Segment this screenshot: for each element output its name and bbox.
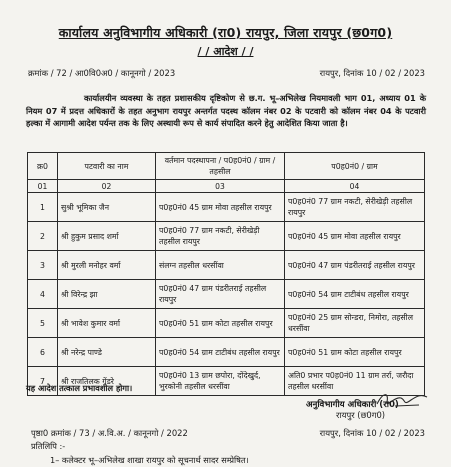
copy-label: प्रतिलिपि :-	[31, 441, 66, 451]
effective-immediately-note: यह आदेश तत्काल प्रभावशील होगा।	[26, 383, 133, 393]
order-paragraph-text: कार्यालयीन व्यवस्था के तहत प्रशासकीय दृष्टिकोण से छ.ग. भू–अभिलेख नियमावली भाग 01, अध्याय 01 के नियम 07 में प्रदत्त अधिकारों के तहत अनुभाग रायपुर अन्तर्गत पदस्थ कॉलम नंबर 02 के पटवारी को कॉलम नंबर 04 के पटवारी हल्का में आगामी आदेश पर्यन्त तक के लिए अस्थायी रूप से कार्य संपादित करने हेतु आदेशित किया जाता है।	[26, 93, 426, 129]
row-name: श्री नरेन्द्र पाण्डे	[58, 338, 156, 367]
row-assigned: प0ह0नं0 54 ग्राम टाटीबंध तहसील रायपुर	[285, 280, 425, 309]
row-serial: 1	[28, 193, 58, 222]
row-name: श्री विरेन्द्र झा	[58, 280, 156, 309]
row-assigned: प0ह0नं0 45 ग्राम मोवा तहसील रायपुर	[285, 222, 425, 251]
column-number: 02	[58, 180, 156, 193]
row-current: प0ह0नं0 13 ग्राम छपोरा, दोंदेखुर्द, भुरकोनी तहसील धरसींवा	[156, 367, 285, 396]
office-heading: कार्यालय अनुविभागीय अधिकारी (रा0) रायपुर, जिला रायपुर (छ0ग0)	[58, 25, 393, 40]
row-name: श्री मुरली मनोहर वर्मा	[58, 251, 156, 280]
row-assigned: प0ह0नं0 51 ग्राम कोटा तहसील रायपुर	[285, 338, 425, 367]
row-current: प0ह0नं0 47 ग्राम पंडरीतराई तहसील रायपुर	[156, 280, 285, 309]
order-date: रायपुर, दिनांक 10 / 02 / 2023	[319, 68, 425, 78]
row-name: श्री भावेश कुमार वर्मा	[58, 309, 156, 338]
table-row	[28, 338, 425, 367]
table-row	[28, 251, 425, 280]
column-number-row	[28, 180, 425, 193]
row-current: प0ह0नं0 54 ग्राम टाटीबंध तहसील रायपुर	[156, 338, 285, 367]
row-assigned: प0ह0नं0 77 ग्राम नकटी, सेरीखेड़ी तहसील रायपुर	[285, 193, 425, 222]
row-current: प0ह0नं0 77 ग्राम नकटी, सेरीखेड़ी तहसील रायपुर	[156, 222, 285, 251]
row-name: श्री राजतिलक गेंडरे	[58, 367, 156, 396]
column-number: 04	[285, 180, 425, 193]
row-current: संलग्न तहसील धरसींवा	[156, 251, 285, 280]
patwari-transfer-table	[27, 152, 425, 396]
order-paragraph	[26, 92, 426, 130]
table-row	[28, 309, 425, 338]
row-serial: 7	[28, 367, 58, 396]
row-name: श्री हुकुम प्रसाद शर्मा	[58, 222, 156, 251]
header-serial: क्र0	[28, 153, 58, 180]
row-current: प0ह0नं0 45 ग्राम मोवा तहसील रायपुर	[156, 193, 285, 222]
row-serial: 4	[28, 280, 58, 309]
row-serial: 3	[28, 251, 58, 280]
row-serial: 6	[28, 338, 58, 367]
row-name: सुश्री भूमिका जैन	[58, 193, 156, 222]
table-row	[28, 280, 425, 309]
copy-recipient: 1– कलेक्टर भू–अभिलेख शाखा रायपुर को सूचनार्थ सादर सम्प्रेषित।	[50, 455, 249, 465]
table-row	[28, 193, 425, 222]
row-assigned: प0ह0नं0 25 ग्राम सोन्डरा, निमोरा, तहसील धरसींवा	[285, 309, 425, 338]
row-assigned: प0ह0नं0 47 ग्राम पंडरीतराई तहसील रायपुर	[285, 251, 425, 280]
endorsement-reference-number: पृष्ठा0 क्रमांक / 73 / अ.वि.अ. / कानूनगो / 2022	[31, 428, 188, 438]
order-reference-number: क्रमांक / 72 / आ0वि0अ0 / कानूनगो / 2023	[28, 68, 176, 78]
header-current-posting: वर्तमान पदस्थापना / प0ह0नं0 / ग्राम / तहसील	[156, 153, 285, 180]
order-title: / / आदेश / /	[197, 45, 254, 58]
header-patwari-name: पटवारी का नाम	[58, 153, 156, 180]
endorsement-date: रायपुर, दिनांक 10 / 02 / 2023	[319, 428, 425, 438]
table-row	[28, 222, 425, 251]
row-serial: 2	[28, 222, 58, 251]
row-current: प0ह0नं0 51 ग्राम कोटा तहसील रायपुर	[156, 309, 285, 338]
signing-authority-place: रायपुर (छ0ग0)	[336, 410, 386, 420]
column-number: 01	[28, 180, 58, 193]
column-number: 03	[156, 180, 285, 193]
row-serial: 5	[28, 309, 58, 338]
signing-authority-title: अनुविभागीय अधिकारी (रा0)	[306, 400, 399, 410]
row-assigned: अति0 प्रभार प0ह0नं0 11 ग्राम तर्रा, जरौदा तहसील धरसींवा	[285, 367, 425, 396]
header-assigned-posting: प0ह0नं0 / ग्राम	[285, 153, 425, 180]
table-header-row	[28, 153, 425, 180]
